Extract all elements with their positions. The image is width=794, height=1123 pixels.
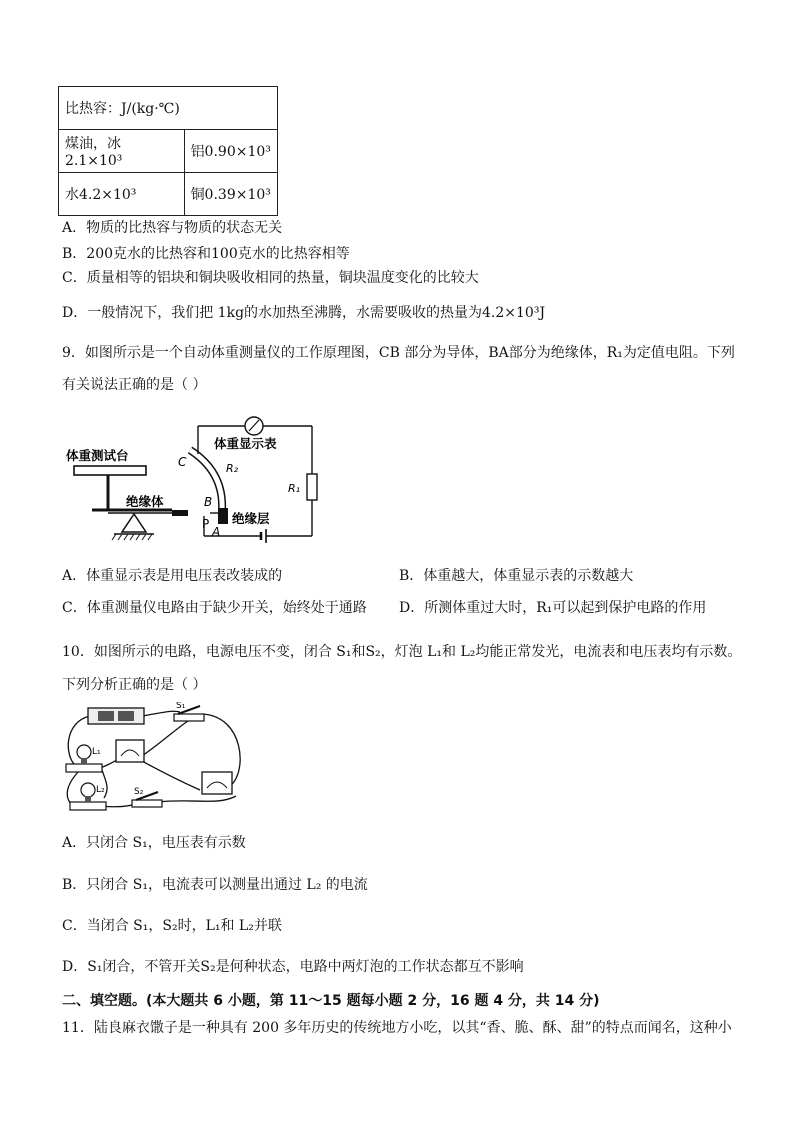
section-heading-fill-in: 二、填空题。(本大题共 6 小题，第 11～15 题每小题 2 分，16 题 4 分，共 14 分) [62,993,600,1009]
q10-option-a: A．只闭合 S₁，电压表有示数 [62,835,246,851]
q9-stem-line1: 9．如图所示是一个自动体重测量仪的工作原理图，CB 部分为导体，BA部分为绝缘体，R₁为定值电阻。下列 [62,345,735,361]
q9-option-b: B．体重越大，体重显示表的示数越大 [399,568,634,584]
fig-label-c: C [178,455,187,469]
q9-option-c: C．体重测量仪电路由于缺少开关，始终处于通路 [62,600,367,616]
q8-option-a: A．物质的比热容与物质的状态无关 [62,220,283,236]
table-cell: 煤油，冰2.1×10³ [59,130,185,173]
q10-stem-line2: 下列分析正确的是（ ） [62,677,207,693]
q8-option-b: B．200克水的比热容和100克水的比热容相等 [62,246,350,262]
fig-label-platform: 体重测试台 [66,448,129,463]
q8-option-d: D．一般情况下，我们把 1kg的水加热至沸腾，水需要吸收的热量为4.2×10³J [62,305,546,321]
q10-option-d: D．S₁闭合，不管开关S₂是何种状态，电路中两灯泡的工作状态都互不影响 [62,959,524,975]
fig-label-l2: L₂ [96,785,105,795]
fig-label-insulator: 绝缘体 [126,494,164,509]
fig-label-display: 体重显示表 [214,436,277,451]
q9-circuit-figure [62,410,332,552]
q8-option-c: C．质量相等的铝块和铜块吸收相同的热量，铜块温度变化的比较大 [62,270,479,286]
fig-label-l1: L₁ [92,747,101,757]
q9-option-a: A．体重显示表是用电压表改装成的 [62,568,283,584]
specific-heat-table [58,86,278,216]
table-cell: 铝0.90×10³ [184,130,277,173]
q10-option-c: C．当闭合 S₁，S₂时，L₁和 L₂并联 [62,918,282,934]
fig-label-p: P [202,517,210,531]
table-cell: 铜0.39×10³ [184,173,277,216]
q9-option-d: D．所测体重过大时，R₁可以起到保护电路的作用 [399,600,707,616]
q10-option-b: B．只闭合 S₁，电流表可以测量出通过 L₂ 的电流 [62,877,368,893]
table-header: 比热容：J/(kg·℃) [59,87,278,130]
fig-label-r2: R₂ [226,462,239,475]
fig-label-s2: S₂ [134,787,144,797]
q10-circuit-figure [62,702,254,816]
fig-label-b: B [204,495,213,509]
fig-label-s1: S₁ [176,702,186,711]
fig-label-a: A [212,525,221,539]
q9-stem-line2: 有关说法正确的是（ ） [62,377,207,393]
table-cell: 水4.2×10³ [59,173,185,216]
fig-label-r1: R₁ [288,482,301,495]
fig-label-layer: 绝缘层 [232,511,270,526]
q10-stem-line1: 10．如图所示的电路，电源电压不变，闭合 S₁和S₂，灯泡 L₁和 L₂均能正常发光，电流表和电压表均有示数。 [62,644,742,660]
q11-stem: 11．陆良麻衣馓子是一种具有 200 多年历史的传统地方小吃，以其“香、脆、酥、甜”的特点而闻名，这种小 [62,1020,732,1036]
